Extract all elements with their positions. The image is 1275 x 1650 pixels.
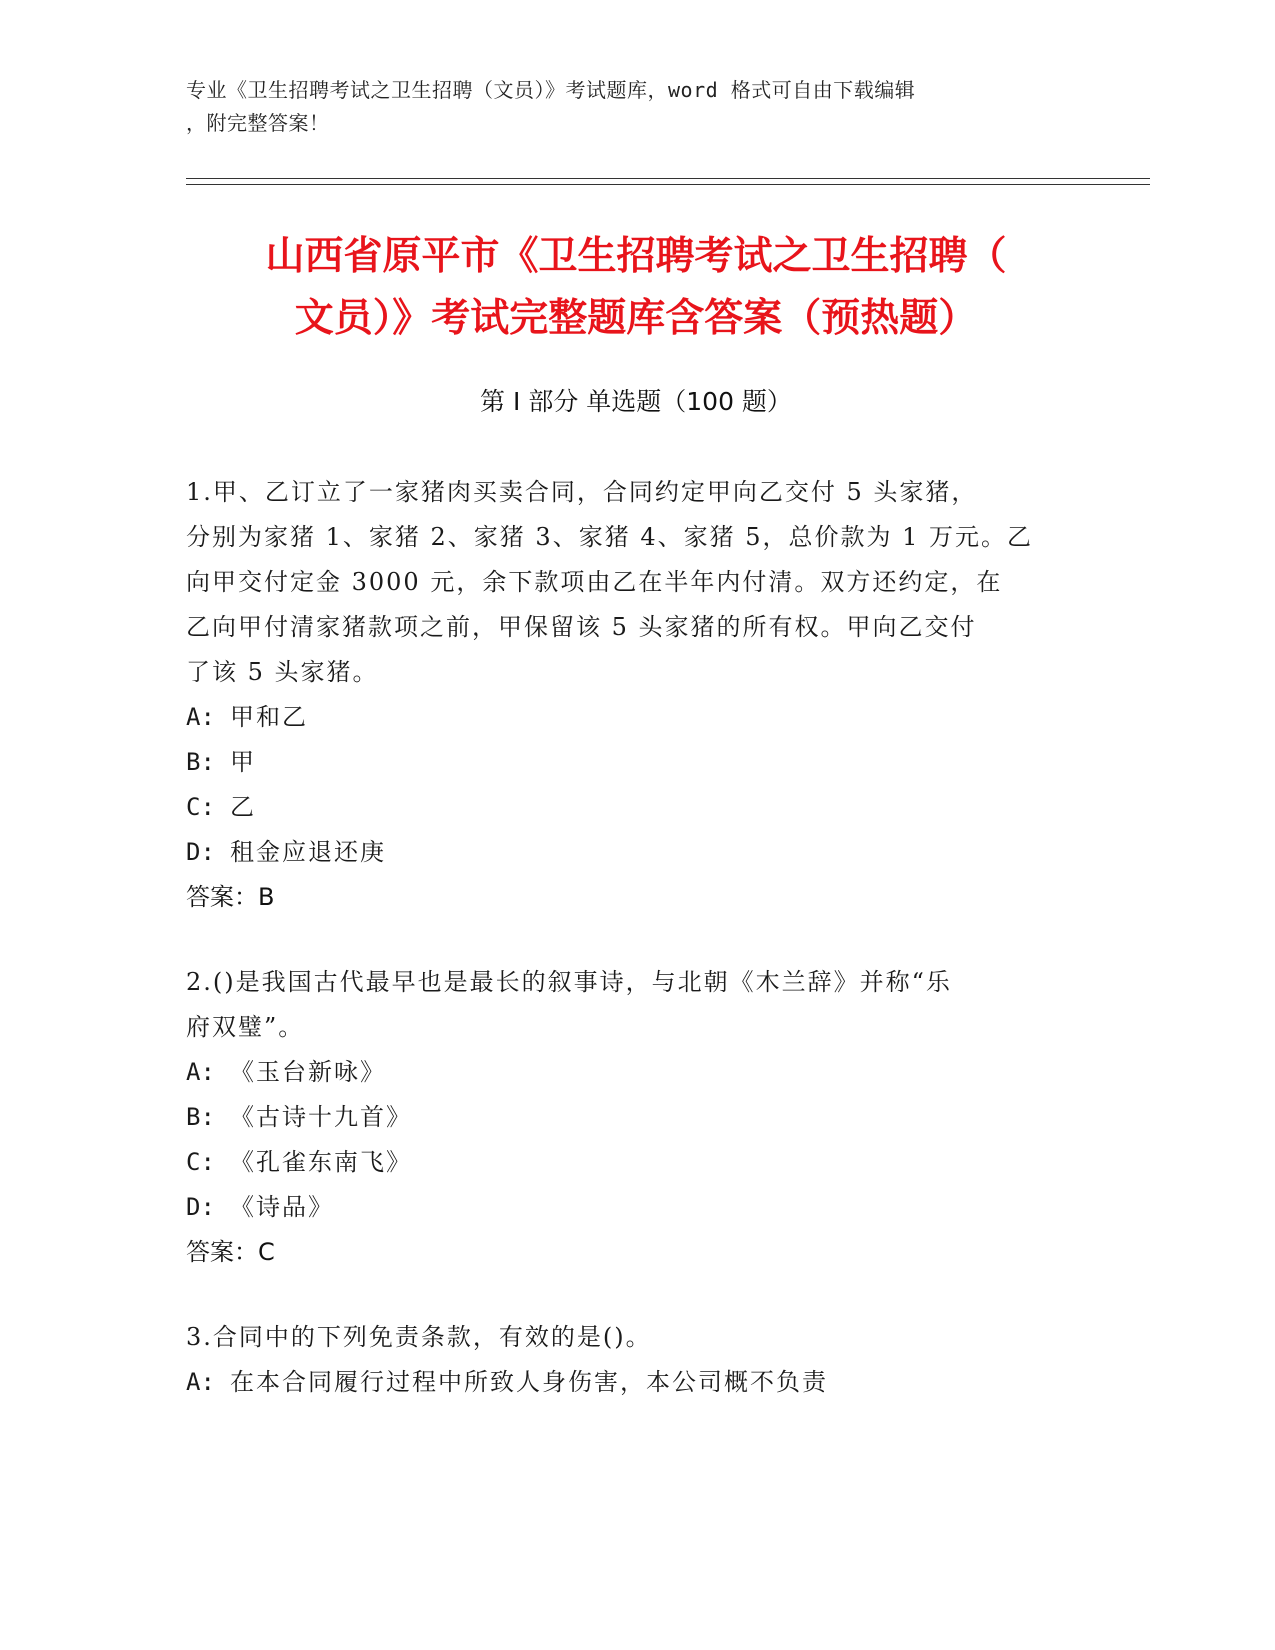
- option-b: [186, 740, 1086, 785]
- question-1: [186, 470, 1086, 920]
- answer: 答案：B: [186, 883, 275, 911]
- header-divider-top: [186, 178, 1150, 179]
- question-stem-line: 了该 5 头家猪。: [186, 658, 379, 686]
- question-stem: [186, 960, 1086, 1050]
- option-d: [186, 830, 1086, 875]
- question-stem: [186, 470, 1086, 695]
- option-text: 《诗品》: [230, 1193, 334, 1221]
- document-title-line-1: 山西省原平市《卫生招聘考试之卫生招聘（: [265, 234, 1007, 279]
- header-divider-bottom: [186, 184, 1150, 185]
- option-key: B:: [186, 748, 215, 776]
- section-heading: 第 I 部分 单选题（100 题）: [480, 387, 792, 416]
- answer: 答案：C: [186, 1238, 275, 1266]
- option-c: [186, 785, 1086, 830]
- document-title-line-2: 文员）》考试完整题库含答案（预热题）: [294, 296, 978, 341]
- question-stem-line: 向甲交付定金 3000 元，余下款项由乙在半年内付清。双方还约定，在: [186, 568, 1003, 596]
- option-text: 甲: [230, 748, 256, 776]
- option-c: [186, 1140, 1086, 1185]
- option-a: [186, 1050, 1086, 1095]
- option-text: 租金应退还庚: [230, 838, 386, 866]
- option-key: C:: [186, 793, 215, 821]
- option-a: [186, 1360, 1086, 1405]
- question-stem-line: 2.()是我国古代最早也是最长的叙事诗，与北朝《木兰辞》并称“乐: [186, 968, 952, 996]
- option-key: C:: [186, 1148, 215, 1176]
- question-stem: [186, 1315, 1086, 1360]
- option-text: 《古诗十九首》: [230, 1103, 412, 1131]
- option-text: 在本合同履行过程中所致人身伤害，本公司概不负责: [230, 1368, 828, 1396]
- option-text: 乙: [230, 793, 256, 821]
- question-3: [186, 1315, 1086, 1405]
- header-note-line-1: 专业《卫生招聘考试之卫生招聘（文员）》考试题库，word 格式可自由下载编辑: [186, 78, 916, 102]
- question-stem-line: 府双璧”。: [186, 1013, 305, 1041]
- option-key: A:: [186, 1368, 215, 1396]
- option-key: D:: [186, 1193, 215, 1221]
- option-d: [186, 1185, 1086, 1230]
- option-key: A:: [186, 1058, 215, 1086]
- question-stem-line: 分别为家猪 1、家猪 2、家猪 3、家猪 4、家猪 5，总价款为 1 万元。乙: [186, 523, 1034, 551]
- option-key: B:: [186, 1103, 215, 1131]
- document-title: [186, 226, 1086, 350]
- option-b: [186, 1095, 1086, 1140]
- option-text: 《玉台新咏》: [230, 1058, 386, 1086]
- header-note: [186, 74, 1066, 140]
- question-stem-line: 乙向甲付清家猪款项之前，甲保留该 5 头家猪的所有权。甲向乙交付: [186, 613, 977, 641]
- option-text: 甲和乙: [230, 703, 308, 731]
- option-text: 《孔雀东南飞》: [230, 1148, 412, 1176]
- option-a: [186, 695, 1086, 740]
- header-note-line-2: ，附完整答案！: [186, 111, 330, 135]
- option-key: D:: [186, 838, 215, 866]
- question-stem-line: 1.甲、乙订立了一家猪肉买卖合同，合同约定甲向乙交付 5 头家猪，: [186, 478, 978, 506]
- question-stem-line: 3.合同中的下列免责条款，有效的是()。: [186, 1323, 652, 1351]
- option-key: A:: [186, 703, 215, 731]
- question-list: [186, 470, 1086, 1445]
- question-2: [186, 960, 1086, 1275]
